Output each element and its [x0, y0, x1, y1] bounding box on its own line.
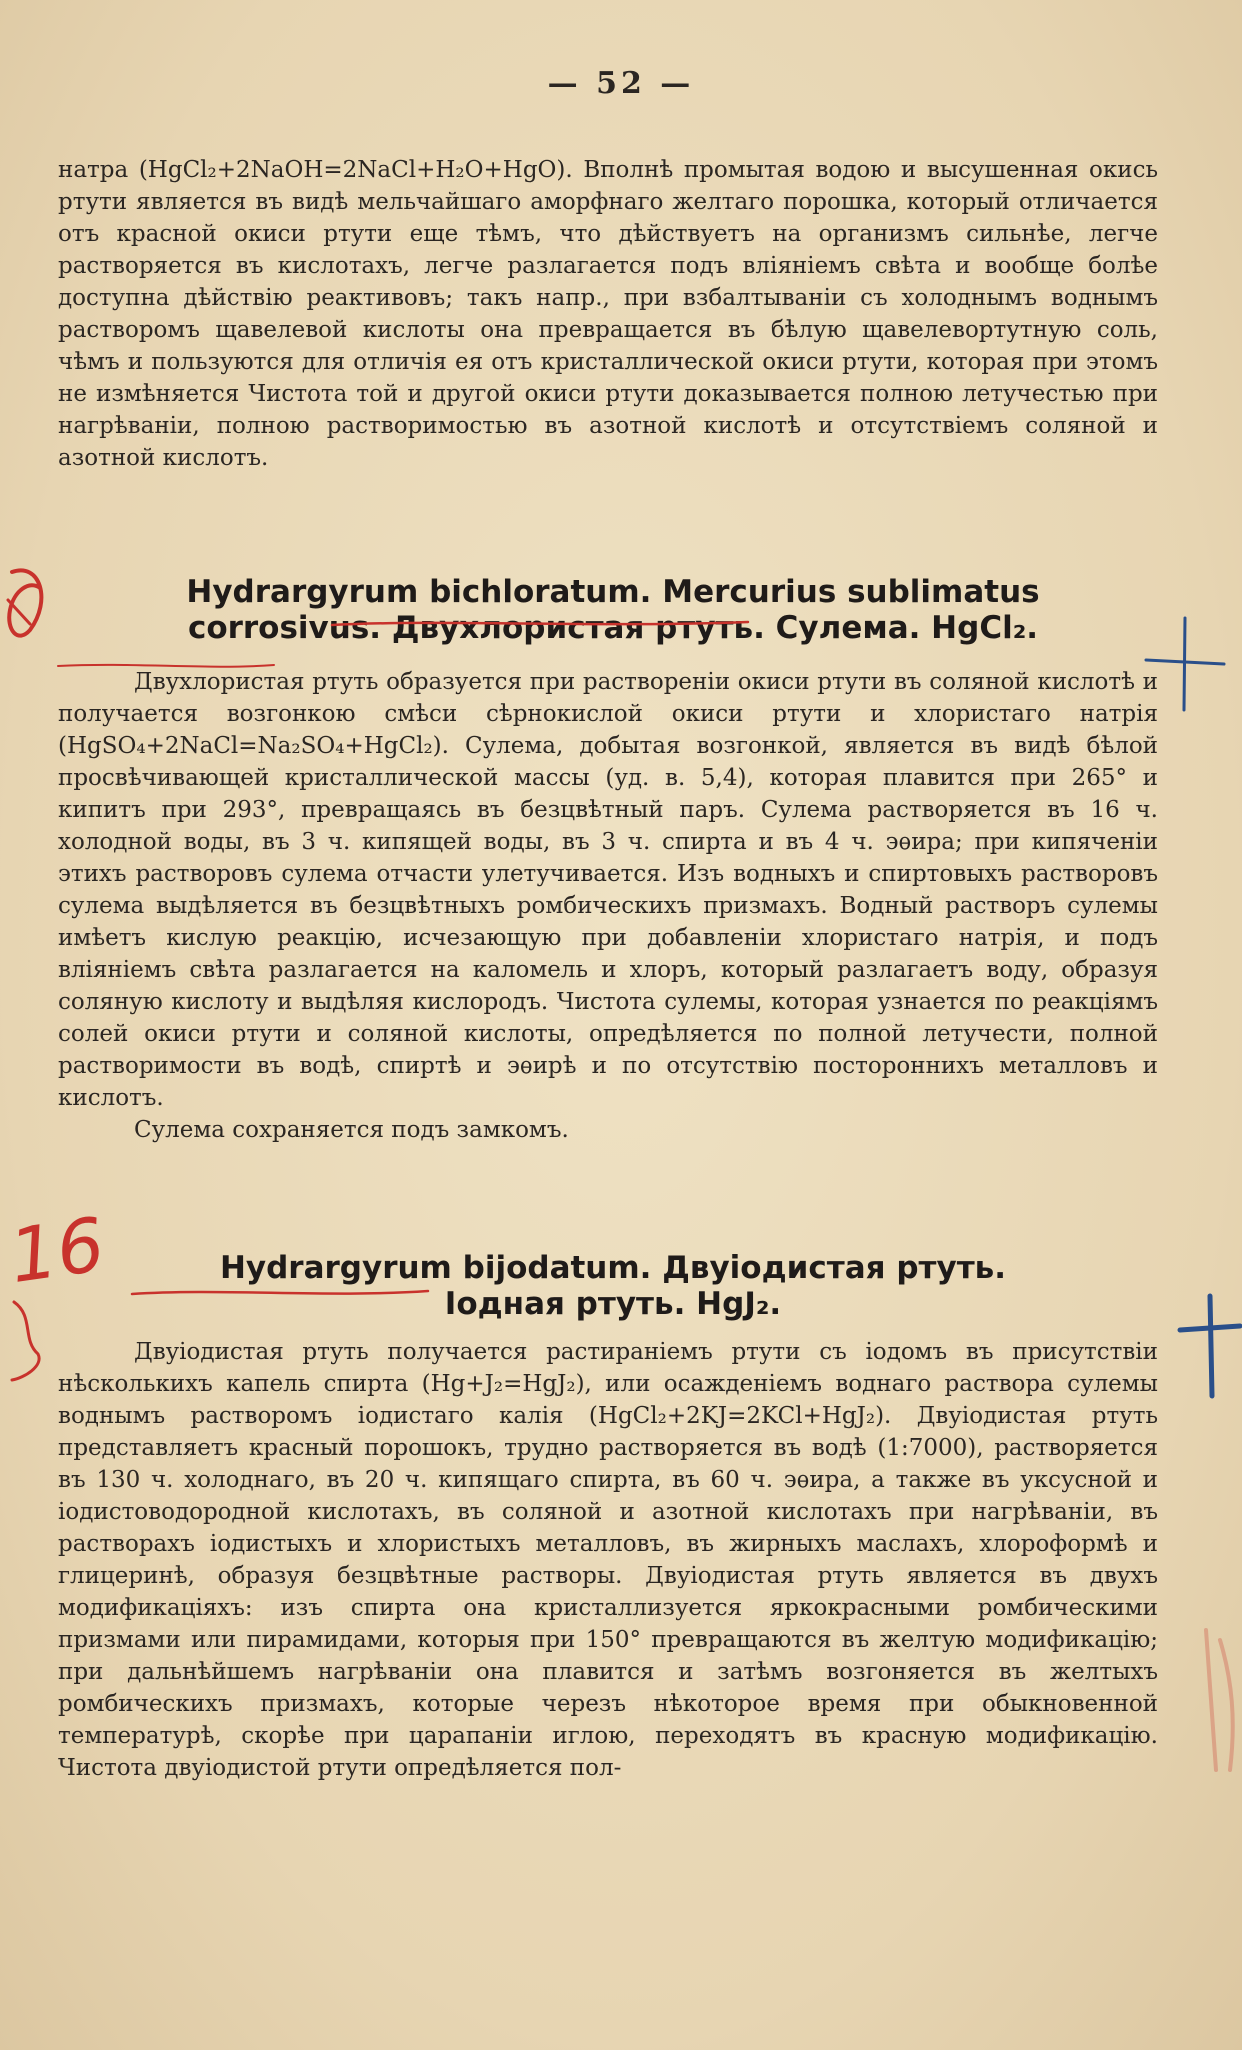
section-paragraph: Двуіодистая ртуть получается растираніемъ ртути съ іодомъ въ присутствіи нѣсколькихъ капель спирта (Hg+J₂=HgJ₂), или осажденіемъ воднаго раствора сулемы воднымъ растворомъ іодистаго калія (HgCl₂+2KJ=2KCl+HgJ₂). Двуіодистая ртуть представляетъ красный порошокъ, трудно растворяется въ водѣ (1:7000), растворяется въ 130 ч. холоднаго, въ 20 ч. кипящаго спирта, въ 60 ч. эѳира, а также въ уксусной и іодистоводородной кислотахъ, въ соляной и азотной кислотахъ при нагрѣваніи, въ растворахъ іодистыхъ и хлористыхъ металловъ, въ жирныхъ маслахъ, хлороформѣ и глицеринѣ, образуя безцвѣтные растворы. Двуіодистая ртуть является въ двухъ модификаціяхъ: изъ спирта она кристаллизуется яркокрасными ромбическими призмами или пирамидами, которыя при 150° превращаются въ желтую модификацію; при дальнѣйшемъ нагрѣваніи она плавится и затѣмъ возгоняется въ желтыхъ ромбическихъ призмахъ, которые черезъ нѣкоторое время при обыкновенной температурѣ, скорѣе при царапаніи иглою, переходятъ въ красную модификацію. Чистота двуіодистой ртути опредѣляется пол-: [58, 1339, 1158, 1781]
section-paragraph-storage: Сулема сохраняется подъ замкомъ.: [134, 1117, 569, 1143]
red-faint-mark-icon: [1196, 1620, 1242, 1780]
red-underline-icon: [130, 1286, 430, 1300]
paragraph-top: [58, 154, 1158, 474]
section-heading-line1: Hydrargyrum bijodatum. Двуіодистая ртуть.: [219, 1250, 1007, 1286]
section-heading-line2: Іодная ртуть. HgJ₂.: [444, 1286, 782, 1322]
margin-note-16: 16: [4, 1201, 110, 1301]
section-body-biiodide: [58, 1336, 1158, 1784]
section-heading-line1: Hydrargyrum bichloratum. Mercurius sublimatus: [186, 574, 1040, 610]
section-heading-line2: corrosivus. Двухлористая ртуть. Сулема. HgCl₂.: [187, 610, 1039, 646]
red-underline-icon: [330, 616, 750, 630]
red-margin-scribble-icon: [4, 1296, 54, 1386]
section-heading-sublimate: [58, 574, 1168, 646]
page-number: — 52 —: [547, 66, 695, 101]
blue-cross-icon: [1140, 614, 1230, 714]
section-body-sublimate: [58, 666, 1158, 1146]
paragraph-top-text: натра (HgCl₂+2NaOH=2NaCl+H₂O+HgO). Вполнѣ промытая водою и высушенная окись ртути является въ видѣ мельчайшаго аморфнаго желтаго порошка, который отличается отъ красной окиси ртути еще тѣмъ, что дѣйствуетъ на организмъ сильнѣе, легче растворяется въ кислотахъ, легче разлагается подъ вліяніемъ свѣта и вообще болѣе доступна дѣйствію реактивовъ; такъ напр., при взбалтываніи съ холоднымъ воднымъ растворомъ щавелевой кислоты она превращается въ бѣлую щавелевортутную соль, чѣмъ и пользуются для отличія ея отъ кристаллической окиси ртути, которая при этомъ не измѣняется Чистота той и другой окиси ртути доказывается полною летучестью при нагрѣваніи, полною растворимостью въ азотной кислотѣ и отсутствіемъ соляной и азотной кислотъ.: [58, 157, 1158, 471]
red-margin-mark-icon: [0, 560, 60, 650]
blue-cross-icon: [1176, 1290, 1242, 1400]
section-paragraph: Двухлористая ртуть образуется при растворенiи окиси ртути въ соляной кислотѣ и получается возгонкою смѣси сѣрнокислой окиси ртути и хлористаго натрія (HgSO₄+2NaCl=Na₂SO₄+HgCl₂). Сулема, добытая возгонкой, является въ видѣ бѣлой просвѣчивающей кристаллической массы (уд. в. 5,4), которая плавится при 265° и кипитъ при 293°, превращаясь въ безцвѣтный паръ. Сулема растворяется въ 16 ч. холодной воды, въ 3 ч. кипящей воды, въ 3 ч. спирта и въ 4 ч. эѳира; при кипяченіи этихъ растворовъ сулема отчасти улетучивается. Изъ водныхъ и спиртовыхъ растворовъ сулема выдѣляется въ безцвѣтныхъ ромбическихъ призмахъ. Водный растворъ сулемы имѣетъ кислую реакцію, исчезающую при добавленіи хлористаго натрія, и подъ вліяніемъ свѣта разлагается на каломель и хлоръ, который разлагаетъ воду, образуя соляную кислоту и выдѣляя кислородъ. Чистота сулемы, которая узнается по реакціямъ солей окиси ртути и соляной кислоты, опредѣляется по полной летучести, полной растворимости въ водѣ, спиртѣ и эѳирѣ и по отсутствію постороннихъ металловъ и кислотъ.: [58, 669, 1158, 1111]
red-underline-icon: [56, 660, 276, 672]
